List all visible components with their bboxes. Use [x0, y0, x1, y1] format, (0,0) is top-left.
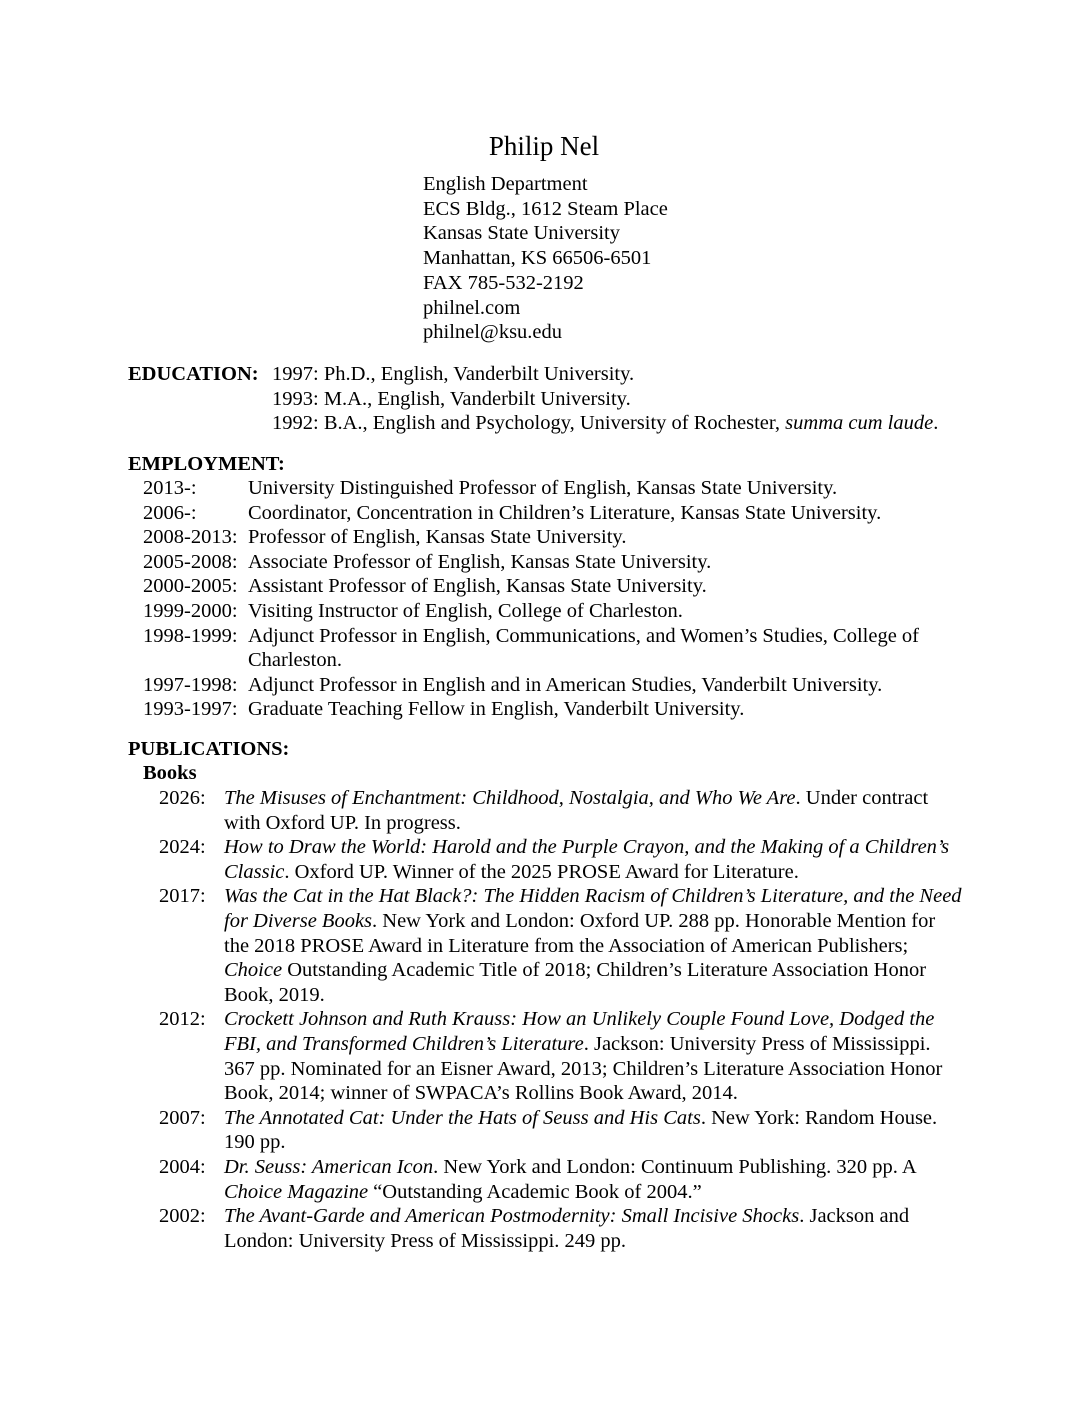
- address-line: Manhattan, KS 66506-6501: [423, 247, 652, 270]
- book-item: [159, 1007, 964, 1105]
- book-citation: [224, 884, 964, 1007]
- book-citation: [224, 786, 964, 835]
- employment-position: Professor of English, Kansas State University.: [248, 526, 627, 549]
- education-text: 1997: Ph.D., English, Vanderbilt University.: [272, 363, 635, 385]
- book-title: Choice Magazine: [224, 1180, 369, 1203]
- employment-item: [143, 574, 973, 599]
- employment-years: 2013-:: [143, 477, 197, 499]
- books-list: [159, 786, 964, 1253]
- employment-position: Adjunct Professor in English and in American Studies, Vanderbilt University.: [248, 673, 883, 696]
- book-citation: [224, 835, 964, 884]
- book-year: 2012:: [159, 1008, 206, 1031]
- book-citation: [224, 1155, 964, 1204]
- book-year: 2002:: [159, 1205, 206, 1228]
- employment-years: 2008-2013:: [143, 526, 238, 549]
- book-details: . Jackson: University Press of Mississippi. 367 pp. Nominated for an Eisner Award, 2013; Children’s Literature Association Honor Book, 2014; winner of SWPACA’s Rollins Book Award, 2014.: [224, 1032, 943, 1105]
- address-block: [423, 172, 668, 345]
- book-year: 2004:: [159, 1155, 206, 1178]
- email: philnel@ksu.edu: [423, 321, 563, 344]
- honors-text: summa cum laude: [785, 412, 934, 435]
- education-text: 1993: M.A., English, Vanderbilt University.: [272, 387, 631, 410]
- employment-years: 1997-1998:: [143, 673, 238, 696]
- book-item: [159, 835, 964, 884]
- book-title: Was the Cat in the Hat Black?: The Hidden Racism of Children’s Literature, and the Need for Diverse Books: [224, 885, 962, 932]
- book-details: . New York and London: Oxford UP. 288 pp. Honorable Mention for the 2018 PROSE Award in Literature from the Association of American Publishers;: [224, 909, 936, 957]
- book-title: Choice: [224, 959, 283, 982]
- employment-years: 2006-:: [143, 501, 197, 524]
- book-title: Crockett Johnson and Ruth Krauss: How an Unlikely Couple Found Love, Dodged the FBI, and Transformed Children’s Literature: [224, 1008, 935, 1055]
- book-details: Outstanding Academic Title of 2018; Children’s Literature Association Honor Book, 2019.: [224, 959, 927, 1006]
- employment-position: Assistant Professor of English, Kansas State University.: [248, 575, 707, 598]
- book-item: [159, 786, 964, 835]
- employment-item: [143, 673, 973, 698]
- book-year: 2026:: [159, 787, 206, 809]
- address-line: Kansas State University: [423, 222, 620, 245]
- book-title: The Misuses of Enchantment: Childhood, Nostalgia, and Who We Are: [224, 787, 796, 809]
- book-citation: [224, 1007, 964, 1105]
- book-details: “Outstanding Academic Book of 2004.”: [368, 1180, 702, 1203]
- employment-years: 1999-2000:: [143, 599, 238, 622]
- books-heading: Books: [143, 762, 197, 784]
- employment-years: 1998-1999:: [143, 624, 238, 647]
- employment-item: [143, 697, 973, 722]
- fax-number: FAX 785-532-2192: [423, 271, 584, 294]
- book-title: Dr. Seuss: American Icon: [224, 1155, 434, 1178]
- book-details: . Oxford UP. Winner of the 2025 PROSE Award for Literature.: [284, 860, 799, 883]
- book-citation: [224, 1204, 964, 1253]
- education-text-end: .: [933, 412, 939, 435]
- address-line: ECS Bldg., 1612 Steam Place: [423, 197, 668, 220]
- book-year: 2017:: [159, 885, 206, 908]
- employment-list: [143, 476, 973, 722]
- employment-item: [143, 501, 973, 526]
- book-details: . New York and London: Continuum Publishing. 320 pp. A: [433, 1155, 916, 1178]
- cv-name: Philip Nel: [488, 131, 600, 161]
- employment-position: University Distinguished Professor of English, Kansas State University.: [248, 477, 838, 499]
- employment-heading: EMPLOYMENT:: [128, 453, 285, 475]
- book-item: [159, 884, 964, 1007]
- employment-position: Associate Professor of English, Kansas State University.: [248, 550, 712, 573]
- book-details: . Under contract with Oxford UP. In progress.: [224, 787, 929, 834]
- employment-years: 2000-2005:: [143, 575, 238, 598]
- employment-years: 2005-2008:: [143, 550, 238, 573]
- website: philnel.com: [423, 296, 521, 319]
- employment-position: Adjunct Professor in English, Communications, and Women’s Studies, College of Charleston.: [248, 624, 920, 672]
- employment-item: [143, 476, 973, 501]
- employment-item: [143, 525, 973, 550]
- address-line: English Department: [423, 173, 588, 195]
- publications-heading: PUBLICATIONS:: [128, 738, 290, 760]
- education-text-main: 1992: B.A., English and Psychology, University of Rochester,: [272, 412, 786, 435]
- employment-position: Graduate Teaching Fellow in English, Vanderbilt University.: [248, 698, 745, 721]
- education-text: [272, 411, 938, 436]
- book-title: How to Draw the World: Harold and the Purple Crayon, and the Making of a Children’s Classic: [224, 836, 950, 883]
- employment-item: [143, 599, 973, 624]
- book-item: [159, 1106, 964, 1155]
- employment-position: Coordinator, Concentration in Children’s Literature, Kansas State University.: [248, 501, 882, 524]
- employment-years: 1993-1997:: [143, 698, 238, 721]
- book-year: 2024:: [159, 836, 206, 859]
- employment-item: [143, 550, 973, 575]
- employment-item: [143, 624, 973, 673]
- book-citation: [224, 1106, 964, 1155]
- book-year: 2007:: [159, 1106, 206, 1129]
- book-title: The Avant-Garde and American Postmodernity: Small Incisive Shocks: [224, 1205, 800, 1228]
- book-details: . New York: Random House. 190 pp.: [224, 1106, 938, 1154]
- book-title: The Annotated Cat: Under the Hats of Seuss and His Cats: [224, 1106, 701, 1129]
- employment-position: Visiting Instructor of English, College of Charleston.: [248, 599, 683, 622]
- book-item: [159, 1204, 964, 1253]
- book-item: [159, 1155, 964, 1204]
- education-heading: EDUCATION:: [128, 363, 259, 385]
- book-details: . Jackson and London: University Press of Mississippi. 249 pp.: [224, 1205, 910, 1252]
